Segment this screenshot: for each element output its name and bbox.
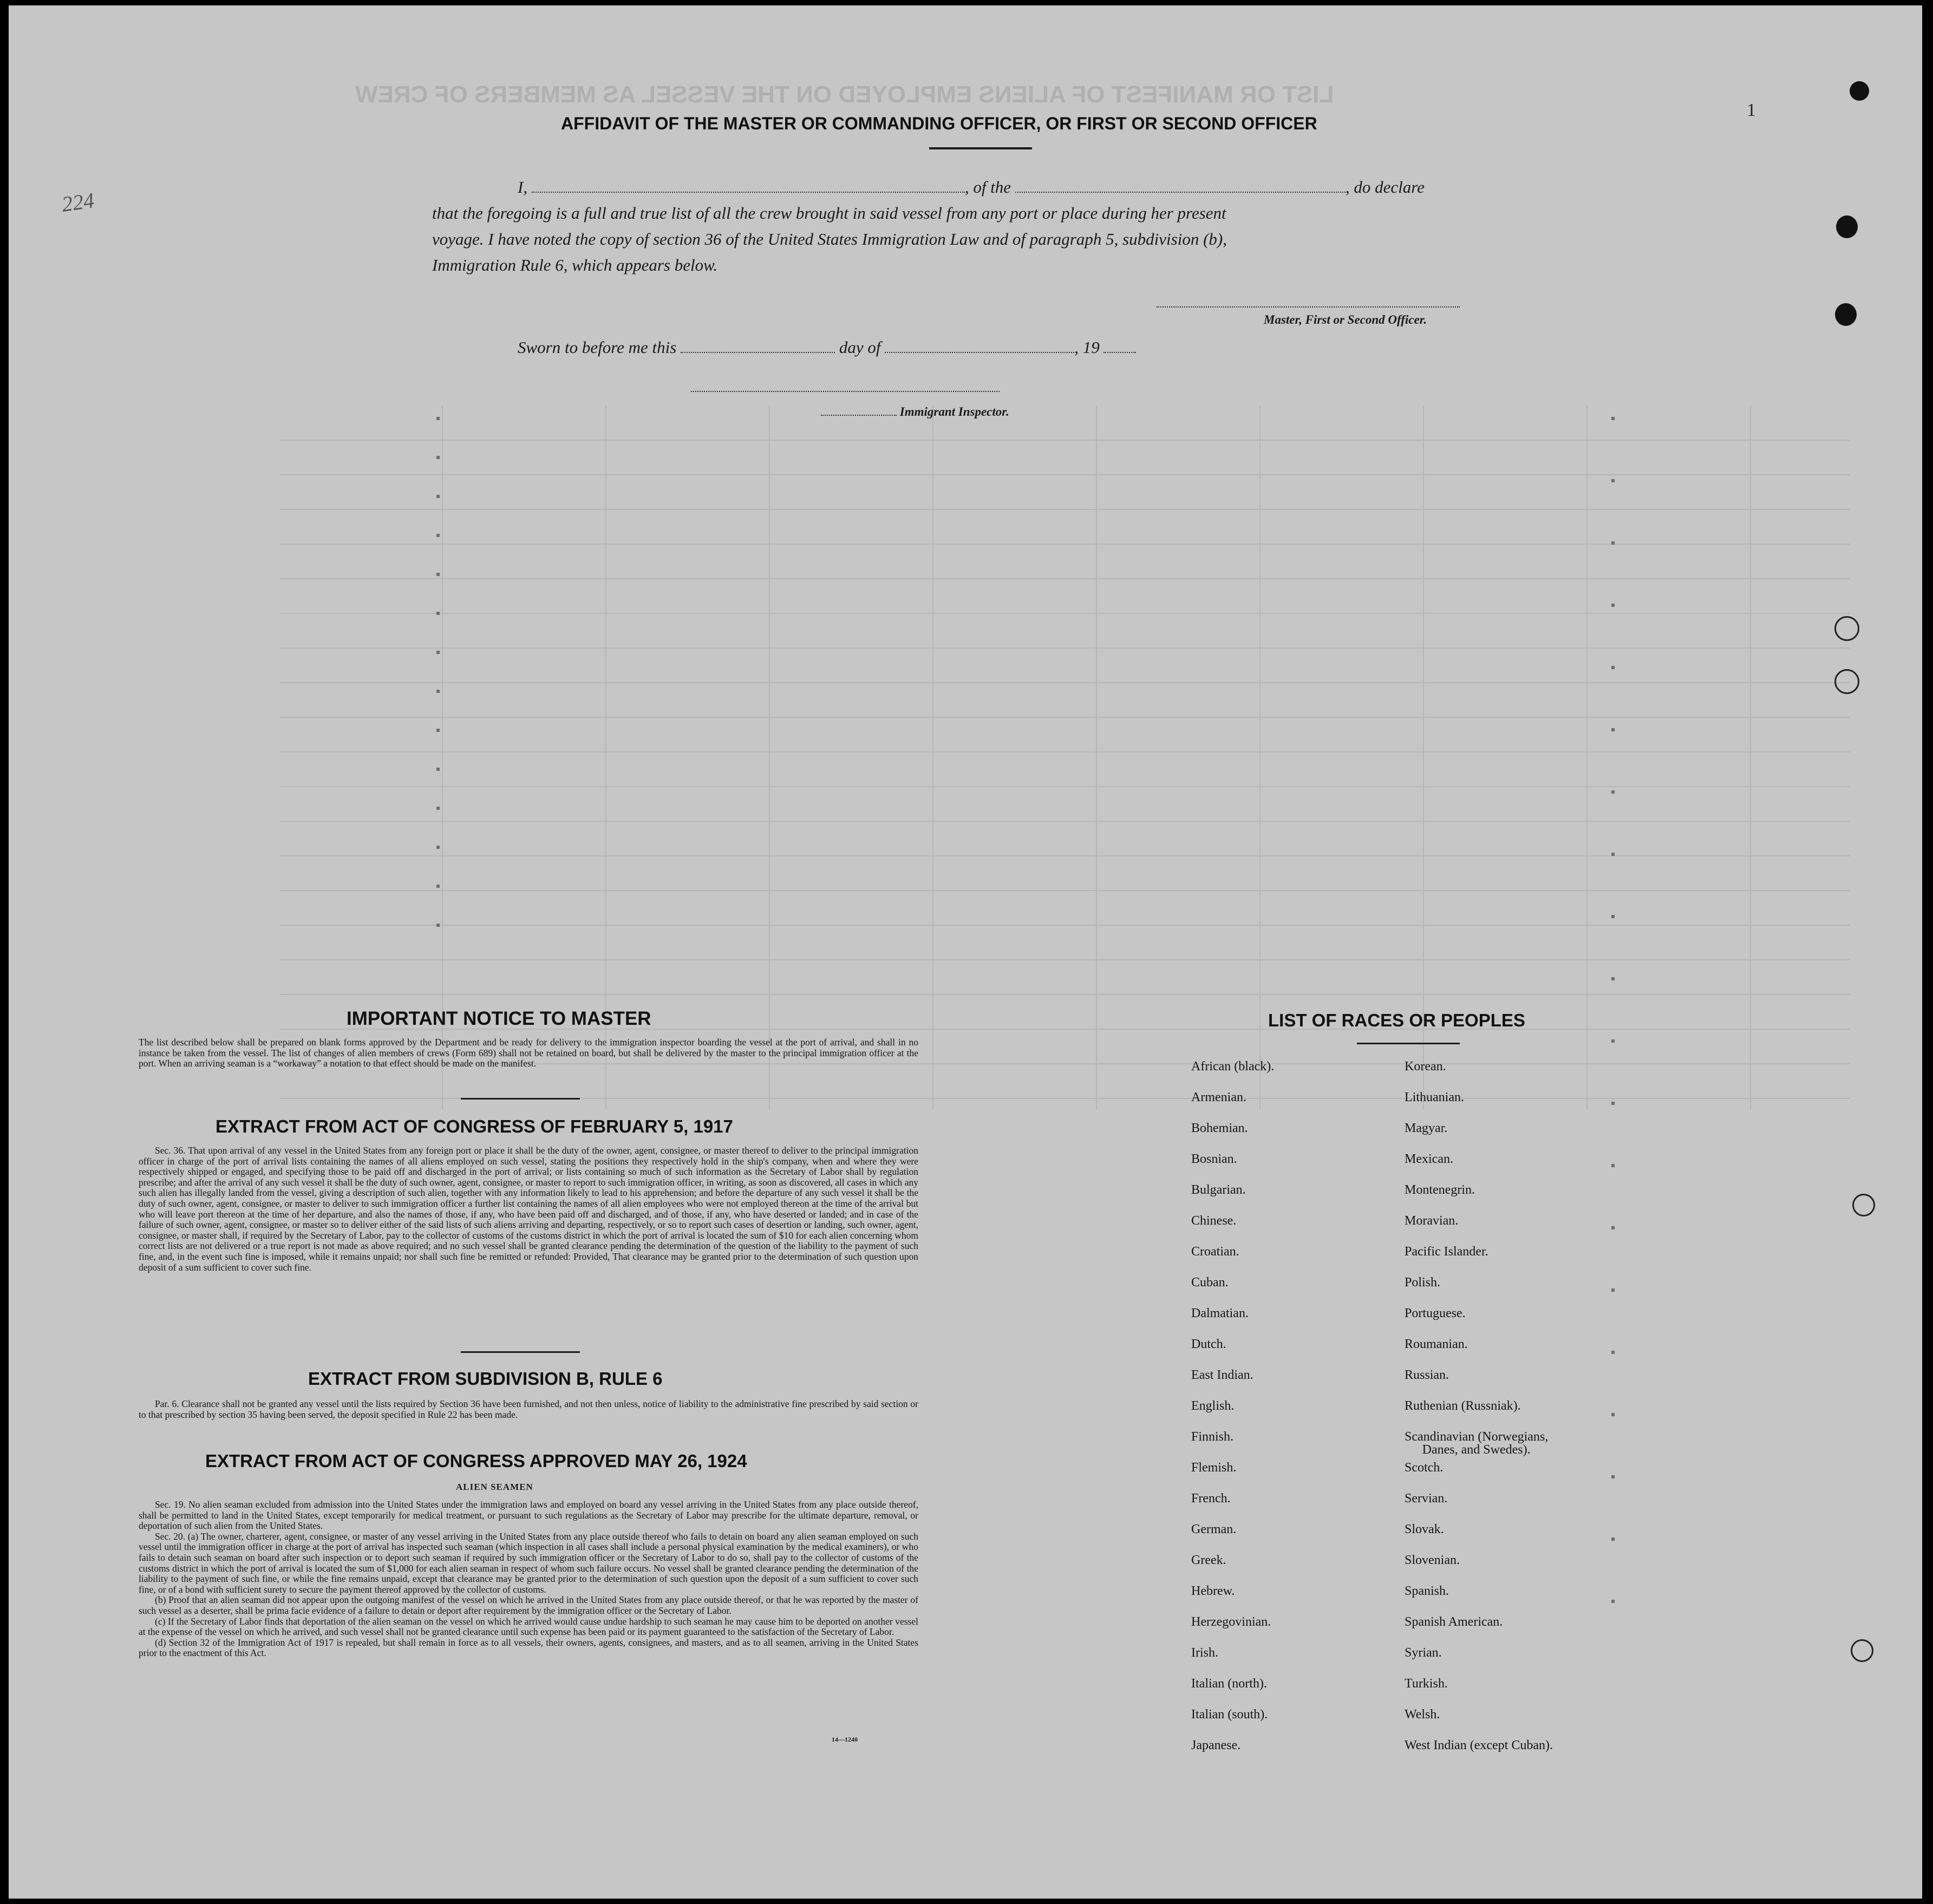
punch-hole-3 xyxy=(1835,303,1857,326)
section-36-paragraph: Sec. 36. That upon arrival of any vessel in the United States from any foreign port or place it shall be the duty of the owner, agent, consignee, or master thereof to deliver to the principal immigration officer in charge of the port of arrival lists containing the names of all aliens employed on such vessel, stating the positions they respectively hold in the ship's company, when and where they were respectively shipped or engaged, and specifying those to be paid off and discharged in the port of arrival; or lists containing so much of such information as the Secretary of Labor shall by regulation prescribe; and after the arrival of any such vessel it shall be the duty of such owner, agent, consignee, or master to report to such immigration officer, in writing, as soon as discovered, all cases in which any such alien has illegally landed from the vessel, giving a description of such alien, together with any information likely to lead to his apprehension; and before the departure of any such vessel it shall be the duty of such owner, agent, consignee, or master to deliver to such immigration officer a further list containing the names of all alien employees who were not employed thereon at the time of the arrival but who will leave port thereon at the time of her departure, and also the names of those, if any, who have been paid off and discharged, and of those, if any, who have deserted or landed; and in case of the failure of such owner, agent, consignee, or master so to deliver either of the said lists of such aliens arriving and departing, respectively, or so to report such cases of desertion or landing, such owner, agent, consignee, or master shall, if required by the Secretary of Labor, pay to the collector of customs of the customs district in which the port of arrival is located the sum of $10 for each alien concerning whom correct lists are not delivered or a true report is not made as above required; and no such vessel shall be granted clearance pending the determination of the question of the liability to the payment of such fine, and, in the event such fine is imposed, while it remains unpaid; nor shall such fine be remitted or refunded: Provided, That clearance may be granted prior to the determination of such question upon deposit of a sum sufficient to cover such fine. xyxy=(139,1145,918,1273)
affidavit-title: AFFIDAVIT OF THE MASTER OR COMMANDING OFFICER, OR FIRST OR SECOND OFFICER xyxy=(561,114,1317,133)
extract-1917-text xyxy=(139,1146,918,1273)
punch-hole-2 xyxy=(1836,215,1858,238)
race-item: Herzegovinian. xyxy=(1191,1615,1271,1629)
race-item: Syrian. xyxy=(1405,1646,1442,1660)
affidavit-line-4: Immigration Rule 6, which appears below. xyxy=(432,256,718,274)
race-item: Italian (south). xyxy=(1191,1707,1268,1722)
signature-line[interactable] xyxy=(1157,306,1460,307)
pencil-ticks-right xyxy=(1611,417,1615,1651)
race-item: Slovak. xyxy=(1405,1522,1444,1536)
inspector-caption: Immigrant Inspector. xyxy=(899,405,1009,418)
race-item: Scandinavian (Norwegians, Danes, and Swedes). xyxy=(1405,1430,1549,1457)
race-item: French. xyxy=(1191,1491,1231,1506)
notice-title: IMPORTANT NOTICE TO MASTER xyxy=(347,1008,651,1029)
master-name-field[interactable] xyxy=(532,191,965,193)
punch-hole-top xyxy=(1850,81,1869,101)
race-item: Scotch. xyxy=(1405,1461,1444,1475)
notice-text: The list described below shall be prepared on blank forms approved by the Department and be ready for delivery to the immigration inspector boarding the vessel at the port of arrival, and shall in no instance be taken from the vessel. The list of changes of alien members of crews (Form 689) shall not be retained on board, but shall be delivered by the master to the principal immigration officer at the port. When an arriving seaman is a “workaway” a notation to that effect should be made on the manifest. xyxy=(139,1037,918,1069)
affidavit-of-the-label: , of the xyxy=(964,178,1011,197)
race-item: West Indian (except Cuban). xyxy=(1405,1738,1553,1752)
vessel-name-field[interactable] xyxy=(1015,191,1346,193)
sworn-line xyxy=(518,338,1136,357)
race-item: Spanish American. xyxy=(1405,1615,1503,1629)
race-item: Korean. xyxy=(1405,1059,1446,1074)
race-item: Turkish. xyxy=(1405,1677,1448,1691)
bleed-through-header: LIST OR MANIFEST OF ALIENS EMPLOYED ON THE VESSEL AS MEMBERS OF CREW xyxy=(355,81,1334,108)
notice-rule xyxy=(461,1098,580,1100)
page-number-mark: 1 xyxy=(1747,100,1756,120)
race-item: Servian. xyxy=(1405,1491,1448,1506)
affidavit-declare-label: , do declare xyxy=(1345,178,1425,197)
affidavit-line-3: voyage. I have noted the copy of section 36 of the United States Immigration Law and of paragraph 5, subdivision (b), xyxy=(432,230,1227,248)
sec-20b-paragraph: (b) Proof that an alien seaman did not appear upon the outgoing manifest of the vessel on which he arrived in the United States from any place outside thereof, or that he was reported by the master of such vessel as a deserter, shall be prima facie evidence of a failure to detain or deport after requirement by the immigration officer or the Secretary of Labor. xyxy=(139,1594,918,1616)
race-item: Portuguese. xyxy=(1405,1306,1466,1320)
extract-1924-title: EXTRACT FROM ACT OF CONGRESS APPROVED MAY 26, 1924 xyxy=(205,1451,747,1471)
inspector-dots xyxy=(821,414,897,416)
punch-ring-1 xyxy=(1834,616,1859,641)
race-item: Montenegrin. xyxy=(1405,1183,1475,1197)
race-item: German. xyxy=(1191,1522,1237,1536)
race-item: Welsh. xyxy=(1405,1707,1440,1722)
affidavit-title-rule xyxy=(929,147,1032,149)
sec-19-paragraph: Sec. 19. No alien seaman excluded from admission into the United States under the immigration laws and employed on board any vessel arriving in the United States from any place outside thereof, shall be permitted to land in the United States, except temporarily for medical treatment, or pursuant to such regulations as the Secretary of Labor may prescribe for the ultimate departure, removal, or deportation of such alien from the United States. xyxy=(139,1499,918,1532)
affidavit-line-1 xyxy=(518,178,1425,197)
sec-20c-paragraph: (c) If the Secretary of Labor finds that deportation of the alien seaman on the vessel on which he arrived would cause undue hardship to such seaman he may cause him to be deported on another vessel at the expense of the vessel on which he arrived, and such vessel shall not be granted clearance until such expense has been paid or its payment guaranteed to the satisfaction of the Secretary of Labor. xyxy=(139,1615,918,1638)
sworn-day-field[interactable] xyxy=(681,351,835,353)
race-item: Croatian. xyxy=(1191,1245,1239,1259)
race-item: Polish. xyxy=(1405,1275,1441,1290)
form-code: 14—1240 xyxy=(832,1736,858,1743)
race-item: Japanese. xyxy=(1191,1738,1241,1752)
race-item: Pacific Islander. xyxy=(1405,1245,1488,1259)
races-title-rule xyxy=(1357,1043,1460,1044)
race-item: Bohemian. xyxy=(1191,1121,1248,1135)
race-item: Moravian. xyxy=(1405,1214,1459,1228)
race-item: Mexican. xyxy=(1405,1152,1453,1166)
pencil-ticks-left xyxy=(436,417,440,958)
race-item: African (black). xyxy=(1191,1059,1275,1074)
race-item: Cuban. xyxy=(1191,1275,1229,1290)
race-item: Dalmatian. xyxy=(1191,1306,1249,1320)
race-item: Bosnian. xyxy=(1191,1152,1237,1166)
race-item: Ruthenian (Russniak). xyxy=(1405,1399,1521,1413)
extract-1924-subtitle: ALIEN SEAMEN xyxy=(456,1482,533,1492)
extract-1917-rule xyxy=(461,1351,580,1353)
extract-1924-text xyxy=(139,1500,918,1659)
punch-ring-3 xyxy=(1852,1194,1875,1216)
race-item: Flemish. xyxy=(1191,1461,1237,1475)
day-of-label: day of xyxy=(839,338,881,357)
extract-rule6-title: EXTRACT FROM SUBDIVISION B, RULE 6 xyxy=(308,1369,663,1389)
race-item: Italian (north). xyxy=(1191,1677,1267,1691)
sworn-month-field[interactable] xyxy=(885,351,1074,353)
race-item: Chinese. xyxy=(1191,1214,1237,1228)
affidavit-line-2: that the foregoing is a full and true list of all the crew brought in said vessel from any port or place during her present xyxy=(432,204,1226,223)
races-title: LIST OF RACES OR PEOPLES xyxy=(1268,1010,1525,1030)
sec-20a-paragraph: Sec. 20. (a) The owner, charterer, agent, consignee, or master of any vessel arriving in the United States from any place outside thereof who fails to detain on board any alien seaman employed on such vessel until the immigration officer in charge at the port of arrival has inspected such seaman (which inspection in all cases shall include a personal physical examination by the medical examiners), or who fails to detain such seaman on board after such inspection or to deport such seaman if required by such immigration officer or the Secretary of Labor to do so, shall pay to the collector of customs of the customs district in which the port of arrival is located the sum of $1,000 for each alien seaman in respect of whom such failure occurs. No vessel shall be granted clearance pending the determination of the liability to the payment of such fine, or while the fine remains unpaid, except that clearance may be granted prior to the determination of such question upon the deposit of a sum sufficient to cover such fine, or of a bond with sufficient surety to secure the payment thereof approved by the collector of customs. xyxy=(139,1530,918,1595)
race-item: Irish. xyxy=(1191,1646,1218,1660)
race-item: East Indian. xyxy=(1191,1368,1253,1382)
race-item: Dutch. xyxy=(1191,1337,1226,1351)
year-label: , 19 xyxy=(1074,338,1100,357)
inspector-signature-line[interactable] xyxy=(691,391,1000,392)
sworn-label: Sworn to before me this xyxy=(518,338,677,357)
punch-ring-4 xyxy=(1851,1639,1873,1662)
sworn-year-field[interactable] xyxy=(1103,351,1136,353)
race-item: Spanish. xyxy=(1405,1584,1449,1598)
manifest-sheet xyxy=(9,5,1922,1899)
extract-rule6-text xyxy=(139,1399,918,1420)
race-item: Armenian. xyxy=(1191,1090,1246,1104)
signature-caption: Master, First or Second Officer. xyxy=(1264,313,1427,326)
race-item: Roumanian. xyxy=(1405,1337,1468,1351)
race-item: Hebrew. xyxy=(1191,1584,1235,1598)
race-item: Magyar. xyxy=(1405,1121,1448,1135)
race-item: Russian. xyxy=(1405,1368,1449,1382)
punch-ring-2 xyxy=(1834,669,1859,694)
race-item: English. xyxy=(1191,1399,1235,1413)
race-item: Greek. xyxy=(1191,1553,1226,1567)
inspector-caption-row xyxy=(821,405,1009,419)
affidavit-i-label: I, xyxy=(518,178,528,197)
extract-1917-title: EXTRACT FROM ACT OF CONGRESS OF FEBRUARY 5, 1917 xyxy=(215,1116,733,1136)
par-6-paragraph: Par. 6. Clearance shall not be granted any vessel until the lists required by Section 36 have been furnished, and not then unless, notice of liability to the administrative fine prescribed by said section or to that prescribed by section 35 having been served, the deposit specified in Rule 22 has been made. xyxy=(139,1398,918,1420)
race-item: Finnish. xyxy=(1191,1430,1234,1444)
race-item: Lithuanian. xyxy=(1405,1090,1464,1104)
margin-pencil-number: 224 xyxy=(60,188,96,217)
race-item: Slovenian. xyxy=(1405,1553,1460,1567)
sec-20d-paragraph: (d) Section 32 of the Immigration Act of 1917 is repealed, but shall remain in force as to all vessels, their owners, agents, consignees, and masters, and as to all seamen, arriving in the United States prior to the enactment of this Act. xyxy=(139,1637,918,1659)
race-item: Bulgarian. xyxy=(1191,1183,1246,1197)
